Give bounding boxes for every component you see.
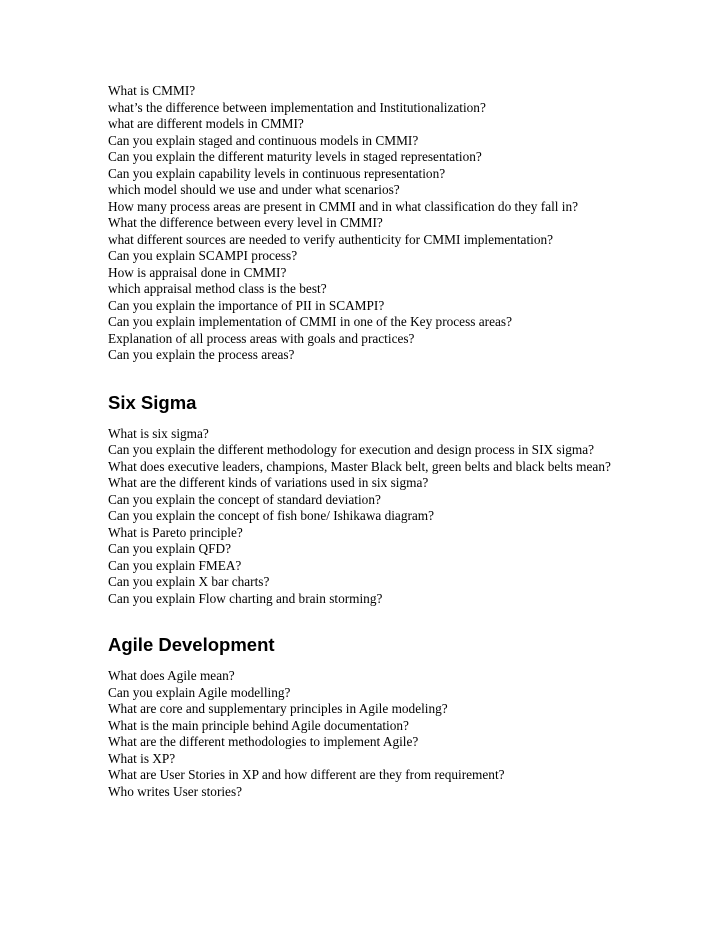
list-item: Can you explain X bar charts? (108, 574, 270, 589)
six-sigma-question-list (108, 426, 628, 608)
list-item: Can you explain the concept of standard deviation? (108, 491, 381, 507)
list-item: What does Agile mean? (108, 668, 235, 683)
list-item: Can you explain Agile modelling? (108, 684, 291, 700)
list-item: What the difference between every level in CMMI? (108, 215, 383, 230)
list-item: Can you explain QFD? (108, 541, 231, 556)
list-item: What is XP? (108, 750, 176, 766)
list-item: Can you explain the importance of PII in SCAMPI? (108, 297, 385, 313)
list-item: which model should we use and under what scenarios? (108, 182, 400, 197)
list-item: Explanation of all process areas with goals and practices? (108, 330, 415, 346)
list-item: Can you explain Flow charting and brain storming? (108, 590, 383, 606)
list-item: what’s the difference between implementation and Institutionalization? (108, 99, 486, 115)
list-item: Can you explain the different maturity levels in staged representation? (108, 149, 482, 164)
list-item: What does executive leaders, champions, Master Black belt, green belts and black belts mean? (108, 458, 611, 474)
list-item: what are different models in CMMI? (108, 116, 304, 131)
list-item: Can you explain the different methodology for execution and design process in SIX sigma? (108, 442, 595, 457)
list-item: Can you explain staged and continuous models in CMMI? (108, 132, 419, 148)
list-item: Can you explain the process areas? (108, 347, 295, 362)
list-item: which appraisal method class is the best? (108, 281, 327, 296)
list-item: How is appraisal done in CMMI? (108, 264, 287, 280)
list-item: What are core and supplementary principles in Agile modeling? (108, 701, 448, 716)
list-item: How many process areas are present in CMMI and in what classification do they fall in? (108, 198, 579, 214)
list-item: Can you explain capability levels in continuous representation? (108, 165, 446, 181)
list-item: what different sources are needed to verify authenticity for CMMI implementation? (108, 231, 554, 247)
document-page (108, 83, 628, 800)
list-item: What is six sigma? (108, 425, 209, 441)
list-item: What are User Stories in XP and how different are they from requirement? (108, 767, 505, 782)
list-item: What are the different methodologies to implement Agile? (108, 734, 419, 749)
list-item: Can you explain the concept of fish bone/ Ishikawa diagram? (108, 508, 435, 523)
list-item: What is CMMI? (108, 83, 196, 98)
list-item: What is Pareto principle? (108, 524, 243, 540)
section-heading-agile-development: Agile Development (108, 634, 275, 655)
list-item: What are the different kinds of variations used in six sigma? (108, 475, 429, 490)
list-item: Can you explain SCAMPI process? (108, 248, 298, 263)
agile-question-list (108, 668, 628, 800)
list-item: Can you explain FMEA? (108, 557, 242, 573)
list-item: Who writes User stories? (108, 783, 243, 799)
cmmi-question-list (108, 83, 628, 364)
list-item: What is the main principle behind Agile documentation? (108, 717, 409, 733)
section-heading-six-sigma: Six Sigma (108, 391, 197, 413)
list-item: Can you explain implementation of CMMI in one of the Key process areas? (108, 314, 512, 329)
